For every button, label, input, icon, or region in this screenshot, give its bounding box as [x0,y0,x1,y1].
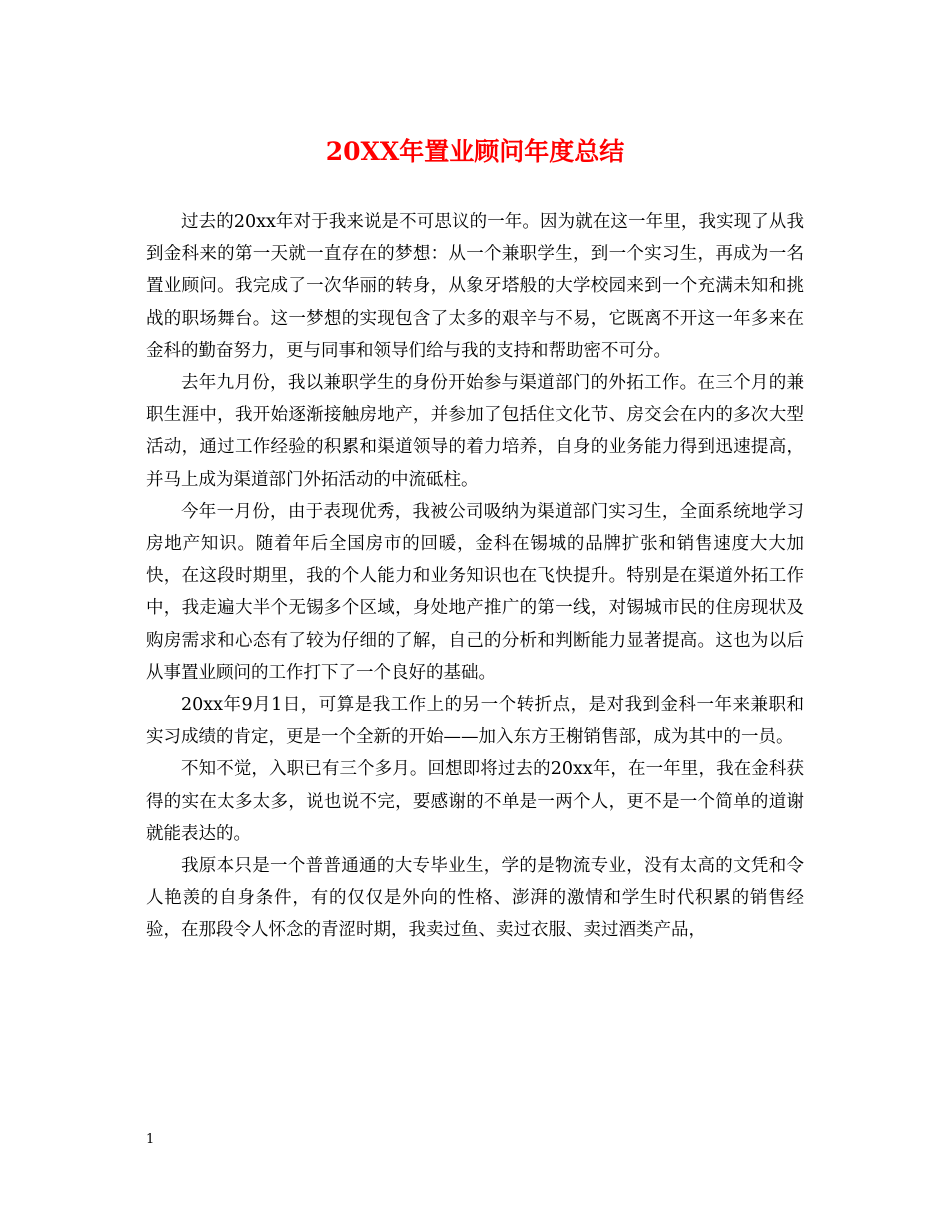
document-body [146,206,804,947]
paragraph: 今年一月份，由于表现优秀，我被公司吸纳为渠道部门实习生，全面系统地学习房地产知识。随着年后全国房市的回暖，金科在锡城的品牌扩张和销售速度大大加快，在这段时期里，我的个人能力和业务知识也在飞快提升。特别是在渠道外拓工作中，我走遍大半个无锡多个区域，身处地产推广的第一线，对锡城市民的住房现状及购房需求和心态有了较为仔细的了解，自己的分析和判断能力显著提高。这也为以后从事置业顾问的工作打下了一个良好的基础。 [146,501,804,683]
paragraph: 过去的20xx年对于我来说是不可思议的一年。因为就在这一年里，我实现了从我到金科来的第一天就一直存在的梦想：从一个兼职学生，到一个实习生，再成为一名置业顾问。我完成了一次华丽的转身，从象牙塔般的大学校园来到一个充满未知和挑战的职场舞台。这一梦想的实现包含了太多的艰辛与不易，它既离不开这一年多来在金科的勤奋努力，更与同事和领导们给与我的支持和帮助密不可分。 [146,212,804,361]
paragraph: 我原本只是一个普普通通的大专毕业生，学的是物流专业，没有太高的文凭和令人艳羡的自身条件，有的仅仅是外向的性格、澎湃的激情和学生时代积累的销售经验，在那段令人怀念的青涩时期，我卖过鱼、卖过衣服、卖过酒类产品， [146,856,804,941]
paragraph: 不知不觉，入职已有三个多月。回想即将过去的20xx年，在一年里，我在金科获得的实在太多太多，说也说不完，要感谢的不单是一两个人，更不是一个简单的道谢就能表达的。 [146,759,804,844]
paragraph: 去年九月份，我以兼职学生的身份开始参与渠道部门的外拓工作。在三个月的兼职生涯中，我开始逐渐接触房地产，并参加了包括住文化节、房交会在内的多次大型活动，通过工作经验的积累和渠道领导的着力培养，自身的业务能力得到迅速提高，并马上成为渠道部门外拓活动的中流砥柱。 [146,373,804,490]
page-number: 1 [146,1132,155,1147]
document-title: 20XX年置业顾问年度总结 [325,137,625,166]
paragraph: 20xx年9月1日，可算是我工作上的另一个转折点，是对我到金科一年来兼职和实习成绩的肯定，更是一个全新的开始——加入东方王榭销售部，成为其中的一员。 [146,695,804,748]
